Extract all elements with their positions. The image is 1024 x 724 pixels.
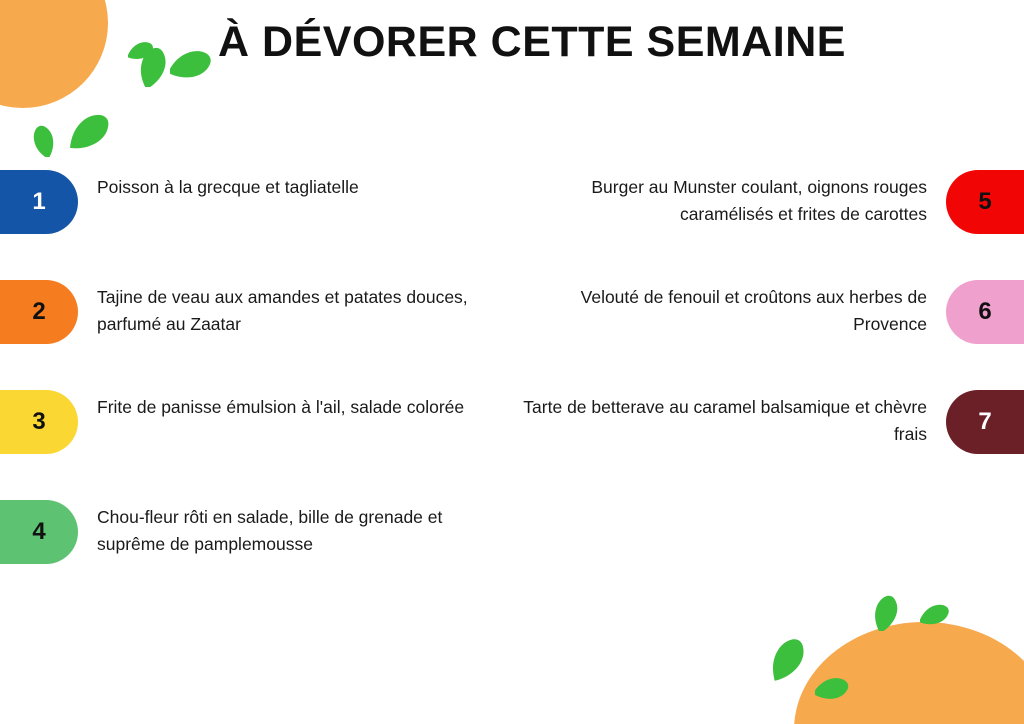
item-number: 7 — [978, 408, 992, 435]
item-number: 2 — [32, 298, 46, 325]
item-number-badge — [946, 390, 1024, 454]
right-column — [510, 170, 1024, 500]
list-item — [510, 390, 1024, 500]
item-text: Poisson à la grecque et tagliatelle — [97, 177, 359, 197]
item-number: 6 — [978, 298, 992, 325]
item-number: 5 — [978, 188, 992, 215]
item-number-badge — [0, 390, 78, 454]
item-number: 3 — [32, 408, 46, 435]
leaf-icon — [766, 637, 810, 681]
item-number-badge — [946, 280, 1024, 344]
item-number-badge — [0, 500, 78, 564]
item-text: Tarte de betterave au caramel balsamique et chèvre frais — [523, 397, 927, 445]
leaf-icon — [68, 110, 112, 154]
leaf-icon — [920, 600, 950, 630]
item-number: 4 — [32, 518, 46, 545]
item-text: Velouté de fenouil et croûtons aux herbes de Provence — [580, 287, 927, 335]
leaf-icon — [28, 125, 60, 157]
leaf-icon — [868, 595, 904, 631]
item-number-badge — [0, 280, 78, 344]
list-item — [0, 280, 500, 390]
item-number-badge — [946, 170, 1024, 234]
leaf-icon — [815, 672, 849, 706]
list-item — [510, 170, 1024, 280]
item-text: Chou-fleur rôti en salade, bille de grenade et suprême de pamplemousse — [97, 507, 443, 555]
list-item — [0, 500, 500, 610]
list-item — [0, 390, 500, 500]
list-item — [510, 280, 1024, 390]
list-item — [0, 170, 500, 280]
item-number-badge — [0, 170, 78, 234]
item-number: 1 — [32, 188, 46, 215]
page-title: À DÉVORER CETTE SEMAINE — [218, 18, 846, 66]
item-text: Frite de panisse émulsion à l'ail, salade colorée — [97, 397, 465, 417]
left-column — [0, 170, 500, 610]
item-text: Burger au Munster coulant, oignons rouges caramélisés et frites de carottes — [591, 177, 927, 225]
item-text: Tajine de veau aux amandes et patates douces, parfumé au Zaatar — [97, 287, 468, 335]
